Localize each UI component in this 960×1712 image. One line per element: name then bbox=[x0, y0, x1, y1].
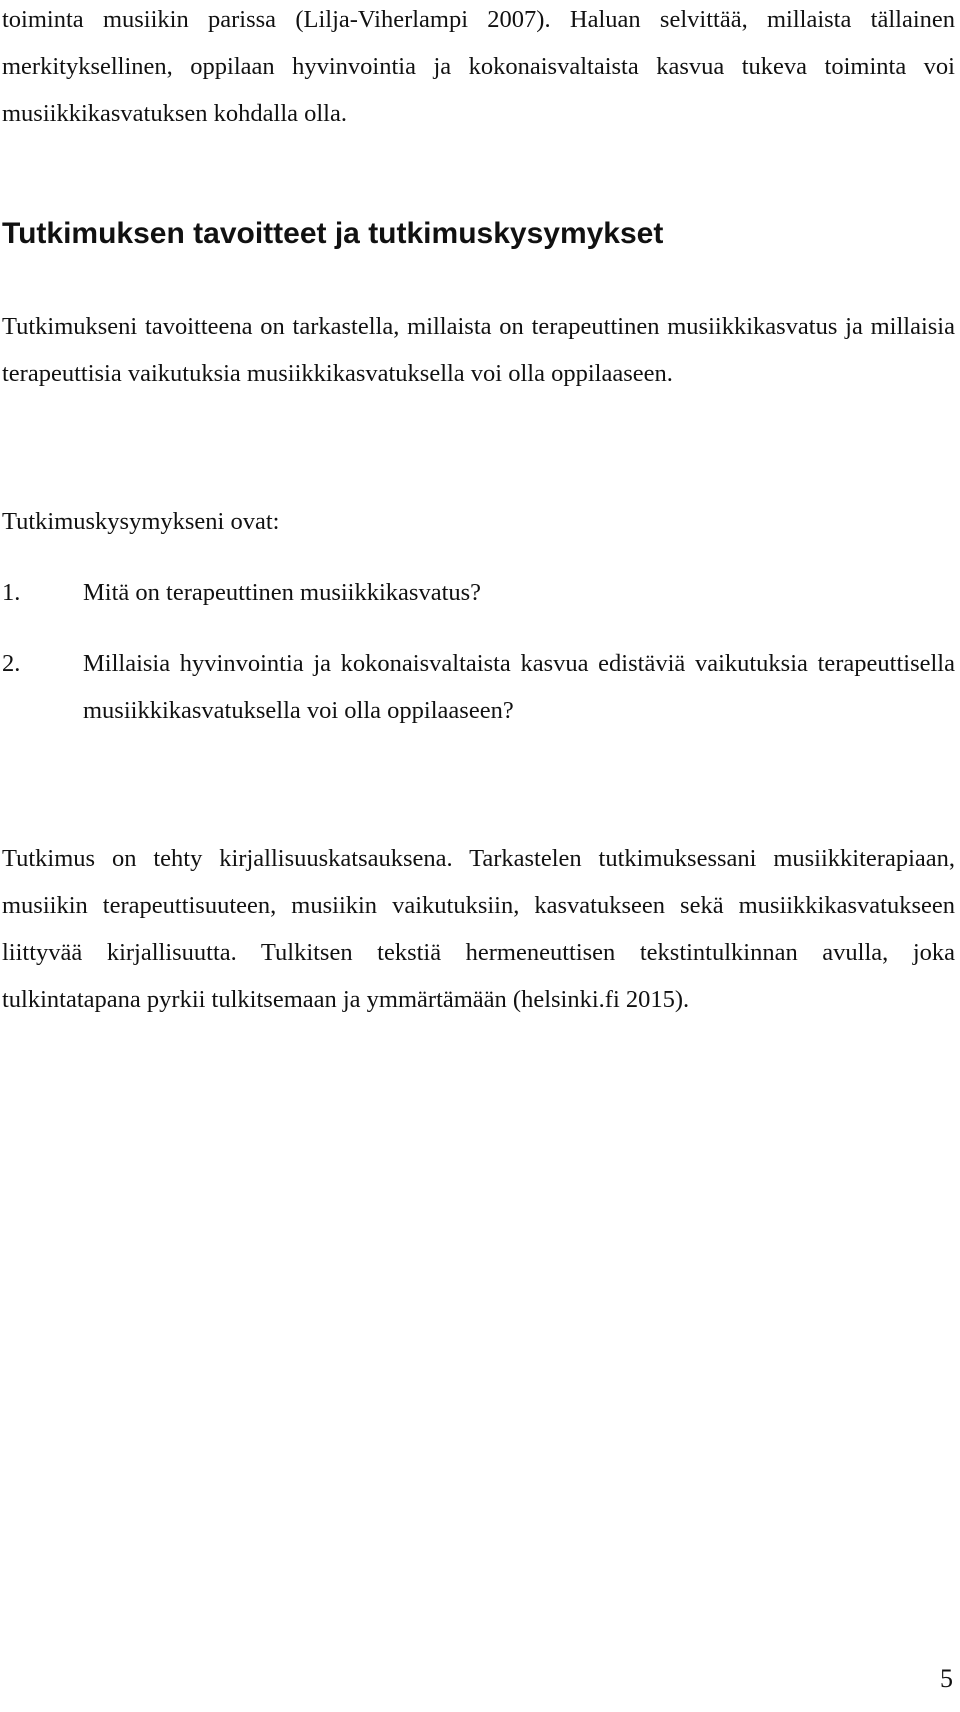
method-paragraph: Tutkimus on tehty kirjallisuuskatsauksena. Tarkastelen tutkimuksessani musiikkiterapiaan, musiikin terapeuttisuuteen, musiikin vaikutuksiin, kasvatukseen sekä musiikkikasvatukseen liittyvää kirjallisuutta. Tulkitsen tekstiä hermeneuttisen tekstintulkinnan avulla, joka tulkintatapana pyrkii tulkitsemaan ja ymmärtämään (helsinki.fi 2015). bbox=[2, 845, 955, 1013]
page-number: 5 bbox=[940, 1664, 953, 1693]
list-item bbox=[2, 640, 955, 734]
question-text: Millaisia hyvinvointia ja kokonaisvaltaista kasvua edistäviä vaikutuksia terapeuttisella musiikkikasvatuksella voi olla oppilaaseen? bbox=[83, 650, 955, 724]
question-text: Mitä on terapeuttinen musiikkikasvatus? bbox=[83, 579, 482, 606]
questions-intro: Tutkimuskysymykseni ovat: bbox=[2, 508, 280, 535]
intro-paragraph: toiminta musiikin parissa (Lilja-Viherlampi 2007). Haluan selvittää, millaista tällainen merkityksellinen, oppilaan hyvinvointia ja kokonaisvaltaista kasvua tukeva toiminta voi musiikkikasvatuksen kohdalla olla. bbox=[2, 6, 955, 127]
list-item bbox=[2, 569, 955, 616]
research-question-1 bbox=[2, 569, 955, 616]
question-number: 1. bbox=[2, 579, 21, 606]
question-number: 2. bbox=[2, 650, 21, 677]
research-question-2 bbox=[2, 640, 955, 734]
section-heading: Tutkimuksen tavoitteet ja tutkimuskysymykset bbox=[2, 217, 664, 250]
goal-paragraph: Tutkimukseni tavoitteena on tarkastella, millaista on terapeuttinen musiikkikasvatus ja millaisia terapeuttisia vaikutuksia musiikkikasvatuksella voi olla oppilaaseen. bbox=[2, 313, 955, 387]
